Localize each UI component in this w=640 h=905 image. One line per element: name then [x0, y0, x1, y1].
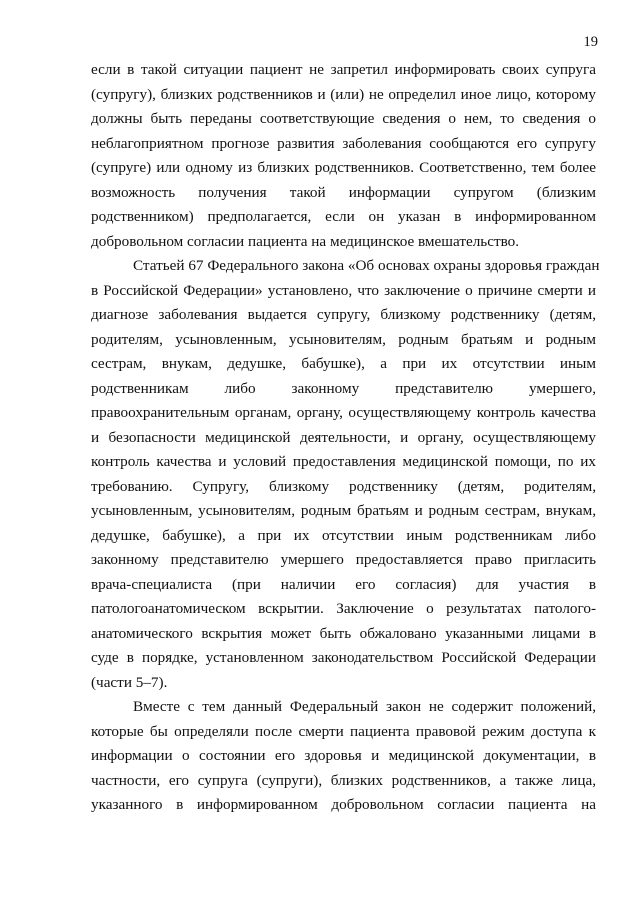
text-line: возможность получения такой информации супругом (близким — [91, 183, 596, 201]
text-line: неблагоприятном прогнозе развития заболевания сообщаются его супругу — [91, 134, 596, 152]
text-line: контроль качества и условий предоставления медицинской помощи, по их — [91, 453, 596, 470]
text-line: родственникам либо законному представителю умершего, — [91, 379, 596, 397]
paragraph — [91, 695, 596, 818]
body-text — [91, 58, 600, 818]
text-line: врача-специалиста (при наличии его согласия) для участия в — [91, 575, 596, 593]
text-line: требованию. Супругу, близкому родственнику (детям, родителям, — [91, 477, 596, 495]
text-line: родителям, усыновленным, усыновителям, родным братьям и родным — [91, 330, 596, 348]
text-line: суде в порядке, установленном законодательством Российской Федерации — [91, 649, 596, 666]
text-line: которые бы определяли после смерти пациента правовой режим доступа к — [91, 722, 596, 740]
text-line: (супруге) или одному из близких родственников. Соответственно, тем более — [91, 159, 596, 176]
text-line: анатомического вскрытия может быть обжаловано указанными лицами в — [91, 624, 596, 642]
page-number: 19 — [583, 34, 598, 50]
text-line: законному представителю умершего предоставляется право пригласить — [91, 551, 596, 568]
text-line: и безопасности медицинской деятельности, и органу, осуществляющему — [91, 428, 596, 446]
text-line: в Российской Федерации» установлено, что заключение о причине смерти и — [91, 281, 596, 299]
text-line: указанного в информированном добровольном согласии пациента на — [91, 796, 596, 813]
text-line: патологоанатомическом вскрытии. Заключение о результатах патолого- — [91, 600, 596, 617]
paragraph — [91, 58, 596, 254]
text-line: Вместе с тем данный Федеральный закон не содержит положений, — [133, 698, 596, 715]
text-line: правоохранительным органам, органу, осуществляющему контроль качества — [91, 404, 596, 421]
text-line: если в такой ситуации пациент не запретил информировать своих супруга — [91, 61, 596, 78]
text-line: диагнозе заболевания выдается супругу, близкому родственнику (детям, — [91, 306, 596, 323]
paragraph — [91, 254, 600, 695]
text-line: информации о состоянии его здоровья и медицинской документации, в — [91, 747, 596, 764]
text-line: родственником) предполагается, если он указан в информированном — [91, 208, 596, 225]
text-line: (супругу), близких родственников и (или) не определил иное лицо, которому — [91, 85, 596, 103]
text-line: Статьей 67 Федерального закона «Об основах охраны здоровья граждан — [133, 257, 600, 274]
text-line: дедушке, бабушке), а при их отсутствии иным родственникам либо — [91, 526, 596, 544]
text-line: (части 5–7). — [91, 673, 168, 691]
text-line: усыновленным, усыновителям, родным братьям и родным сестрам, внукам, — [91, 502, 596, 519]
text-line: должны быть переданы соответствующие сведения о нем, то сведения о — [91, 110, 596, 127]
text-line: частности, его супруга (супруги), близких родственников, а также лица, — [91, 771, 596, 789]
text-line: добровольном согласии пациента на медицинское вмешательство. — [91, 232, 520, 250]
text-line: сестрам, внукам, дедушке, бабушке), а при их отсутствии иным — [91, 355, 596, 372]
